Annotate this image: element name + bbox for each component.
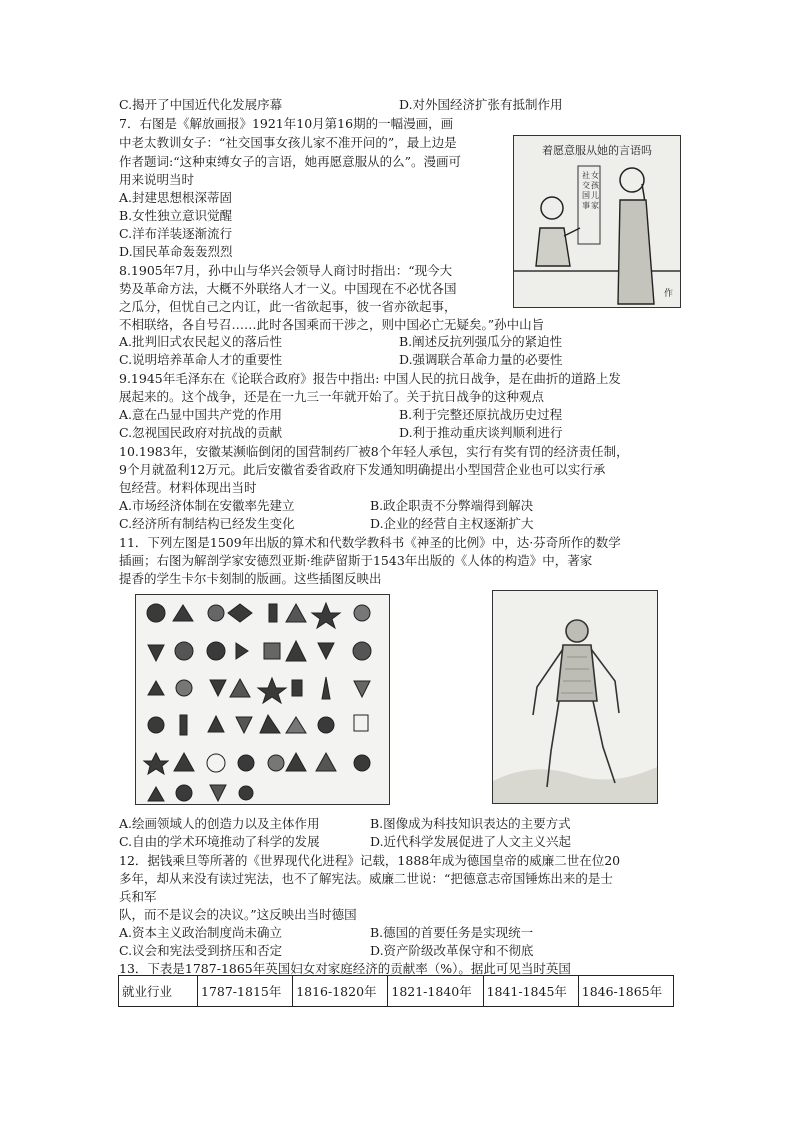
q8-stem-line: 之瓜分，但忧自己之内讧，此一省欲起事，彼一省亦欲起事， bbox=[119, 299, 457, 314]
cartoon-figure bbox=[513, 135, 681, 308]
table-header-cell: 1841-1845年 bbox=[483, 976, 578, 1007]
q9-option-b: B.利于完整还原抗战历史过程 bbox=[399, 407, 563, 422]
q8-option-b: B.阐述反抗列强瓜分的紧迫性 bbox=[399, 334, 563, 349]
q7-stem-line: 用来说明当时 bbox=[119, 172, 195, 187]
q9-option-c: C.忽视国民政府对抗战的贡献 bbox=[119, 425, 283, 440]
q7-stem-line: 中老太教训女子：“社交国事女孩儿家不准开问的”，最上边是 bbox=[119, 135, 457, 150]
q7-option-b: B.女性独立意识觉醒 bbox=[119, 208, 233, 223]
q11-stem-line: 11．下列左图是1509年出版的算术和代数学教科书《神圣的比例》中，达·芬奇所作的数学 bbox=[119, 535, 621, 550]
q11-option-d: D.近代科学发展促进了人文主义兴起 bbox=[370, 834, 572, 849]
q8-option-a: A.批判旧式农民起义的落后性 bbox=[119, 334, 283, 349]
q8-option-d: D.强调联合革命力量的必要性 bbox=[399, 352, 563, 367]
q12-stem-line: 12．据钱乘旦等所著的《世界现代化进程》记载，1888年成为德国皇帝的威廉二世在位20 bbox=[119, 853, 621, 868]
q8-stem-line: 势及革命方法，大概不外联络人才一义。中国现在不必忧各国 bbox=[119, 281, 457, 296]
q7-option-a: A.封建思想根深蒂固 bbox=[119, 190, 233, 205]
cartoon-speech: 社交国事女孩儿家 bbox=[582, 171, 599, 210]
q7-option-d: D.国民革命轰轰烈烈 bbox=[119, 244, 233, 259]
q10-option-c: C.经济所有制结构已经发生变化 bbox=[119, 516, 295, 531]
q10-option-d: D.企业的经营自主权逐渐扩大 bbox=[370, 516, 534, 531]
q7-stem-line: 作者题词:“这种束缚女子的言语，她再愿意服从的么”。漫画可 bbox=[119, 154, 461, 169]
geometric-solids-figure bbox=[135, 594, 390, 805]
q9-stem-line: 9.1945年毛泽东在《论联合政府》报告中指出: 中国人民的抗日战争，是在曲折的道路上发 bbox=[119, 371, 621, 386]
q7-stem-line: 7．右图是《解放画报》1921年10月第16期的一幅漫画，画 bbox=[119, 116, 454, 131]
q11-stem-line: 提香的学生卡尔卡刻制的版画。这些插图反映出 bbox=[119, 571, 382, 586]
q12-stem-line: 多年，却从来没有读过宪法，也不了解宪法。威廉二世说：“把德意志帝国锤炼出来的是士 bbox=[119, 871, 613, 886]
q9-stem-line: 展起来的。这个战争，还是在一九三一年就开始了。关于抗日战争的这种观点 bbox=[119, 389, 545, 404]
q6-option-c: C.揭开了中国近代化发展序幕 bbox=[119, 97, 283, 112]
employment-table bbox=[118, 975, 674, 1007]
table-header-cell: 就业行业 bbox=[119, 976, 198, 1007]
q11-option-b: B.图像成为科技知识表达的主要方式 bbox=[370, 816, 571, 831]
q12-option-a: A.资本主义政治制度尚未确立 bbox=[119, 925, 283, 940]
q10-stem-line: 10.1983年，安徽某濒临倒闭的国营制药厂被8个年轻人承包，实行有奖有罚的经济责任制， bbox=[119, 444, 629, 459]
q11-option-c: C.自由的学术环境推动了科学的发展 bbox=[119, 834, 320, 849]
q10-option-a: A.市场经济体制在安徽率先建立 bbox=[119, 498, 295, 513]
q8-stem-line: 8.1905年7月，孙中山与华兴会领导人商讨时指出：“现今大 bbox=[119, 263, 453, 278]
cartoon-caption: 着愿意服从她的言语吗 bbox=[542, 144, 652, 157]
q11-option-a: A.绘画领域人的创造力以及主体作用 bbox=[119, 816, 320, 831]
table-header-cell: 1816-1820年 bbox=[293, 976, 388, 1007]
solids-grid bbox=[136, 595, 389, 804]
q12-option-d: D.资产阶级改革保守和不彻底 bbox=[370, 943, 534, 958]
q12-stem-line: 队，而不是议会的决议。”这反映出当时德国 bbox=[119, 907, 357, 922]
table-header-cell: 1846-1865年 bbox=[578, 976, 673, 1007]
q10-stem-line: 9个月就盈利12万元。此后安徽省委省政府下发通知明确提出小型国营企业也可以实行承 bbox=[119, 462, 606, 477]
q9-option-d: D.利于推动重庆谈判顺利进行 bbox=[399, 425, 563, 440]
q12-option-c: C.议会和宪法受到挤压和否定 bbox=[119, 943, 283, 958]
table-header-cell: 1787-1815年 bbox=[198, 976, 293, 1007]
q6-option-d: D.对外国经济扩张有抵制作用 bbox=[399, 97, 563, 112]
table-header-cell: 1821-1840年 bbox=[388, 976, 483, 1007]
q8-stem-line: 不相联络，各自号召……此时各国乘而干涉之，则中国必亡无疑矣。”孙中山旨 bbox=[119, 317, 545, 332]
table-header-row bbox=[119, 976, 674, 1007]
q8-option-c: C.说明培养革命人才的重要性 bbox=[119, 352, 283, 367]
q11-stem-line: 插画；右图为解剖学家安德烈亚斯·维萨留斯于1543年出版的《人体的构造》中，著家 bbox=[119, 553, 593, 568]
q10-stem-line: 包经营。材料体现出当时 bbox=[119, 480, 257, 495]
q12-option-b: B.德国的首要任务是实现统一 bbox=[370, 925, 534, 940]
q13-stem-line: 13．下表是1787-1865年英国妇女对家庭经济的贡献率（%）。据此可见当时英国 bbox=[119, 961, 571, 976]
q12-stem-line: 兵和军 bbox=[119, 889, 157, 904]
q9-option-a: A.意在凸显中国共产党的作用 bbox=[119, 407, 283, 422]
q10-option-b: B.政企职责不分弊端得到解决 bbox=[370, 498, 534, 513]
cartoon-drawing bbox=[514, 136, 680, 307]
q7-option-c: C.洋布洋装逐渐流行 bbox=[119, 226, 233, 241]
anatomy-drawing bbox=[493, 591, 657, 803]
anatomy-engraving-figure bbox=[492, 590, 658, 804]
svg-text:作: 作 bbox=[664, 289, 674, 299]
